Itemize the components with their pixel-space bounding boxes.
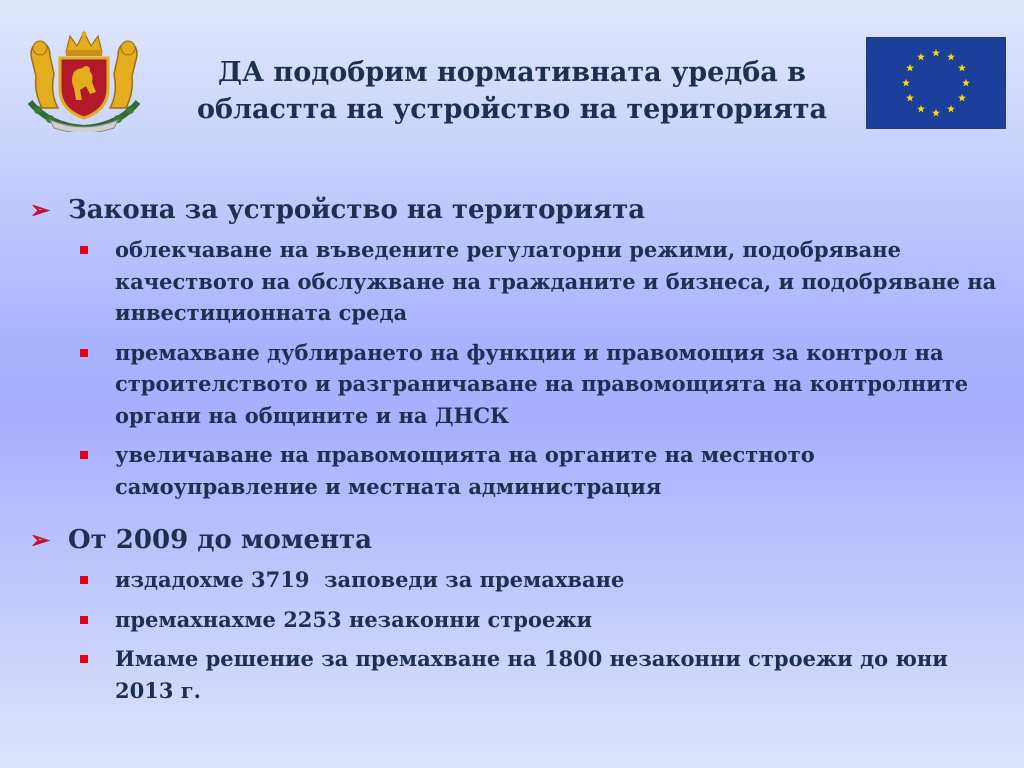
section-heading: Закона за устройство на територията xyxy=(68,195,646,225)
eu-star-icon xyxy=(906,64,914,72)
list-item xyxy=(80,564,1005,596)
eu-star-icon xyxy=(958,64,966,72)
red-square-icon xyxy=(80,349,92,357)
eu-flag-icon xyxy=(866,37,1006,129)
eu-star-icon xyxy=(947,105,955,113)
section-since-2009 xyxy=(30,522,1005,706)
bullet-text: премахнахме 2253 незаконни строежи xyxy=(115,606,593,632)
chevron-right-icon: ➢ xyxy=(30,195,51,224)
eu-star-icon xyxy=(932,109,940,117)
eu-star-icon xyxy=(962,79,970,87)
section-zut xyxy=(30,192,1005,502)
red-square-icon xyxy=(80,576,92,584)
list-item xyxy=(80,643,1005,706)
red-square-icon xyxy=(80,655,92,663)
slide-content xyxy=(30,192,1005,714)
bullet-text: увеличаване на правомощията на органите на местното самоуправление и местната администрация xyxy=(115,442,815,499)
list-item xyxy=(80,439,1005,502)
bullet-text: премахване дублирането на функции и правомощия за контрол на строителството и разграничаване на правомощията на контролните органи на общините и на ДНСК xyxy=(115,339,969,428)
bullet-text: издадохме 3719 заповеди за премахване xyxy=(115,567,625,592)
eu-star-icon xyxy=(902,79,910,87)
list-item xyxy=(80,604,1005,636)
section-heading: От 2009 до момента xyxy=(68,525,372,555)
eu-star-icon xyxy=(947,53,955,61)
eu-star-icon xyxy=(917,53,925,61)
list-item xyxy=(80,234,1005,329)
eu-star-icon xyxy=(917,105,925,113)
bullet-list xyxy=(30,564,1005,706)
page-title: ДА подобрим нормативната уредба в областта на устройство на територията xyxy=(197,57,827,125)
eu-star-icon xyxy=(958,94,966,102)
eu-stars xyxy=(867,38,1005,128)
bullet-text: Имаме решение за премахване на 1800 незаконни строежи до юни 2013 г. xyxy=(115,646,948,703)
eu-star-icon xyxy=(932,49,940,57)
bullet-list xyxy=(30,234,1005,502)
red-square-icon xyxy=(80,451,92,459)
eu-star-icon xyxy=(906,94,914,102)
section-heading-row xyxy=(30,192,1005,228)
red-square-icon xyxy=(80,246,92,254)
bullet-text: облекчаване на въведените регулаторни режими, подобряване качеството на обслужване на гражданите и бизнеса, и подобряване на инвестиционната среда xyxy=(115,237,997,325)
list-item xyxy=(80,337,1005,432)
section-heading-row xyxy=(30,522,1005,558)
red-square-icon xyxy=(80,616,92,624)
bulgaria-coat-of-arms-icon xyxy=(20,30,148,132)
chevron-right-icon: ➢ xyxy=(30,525,51,554)
